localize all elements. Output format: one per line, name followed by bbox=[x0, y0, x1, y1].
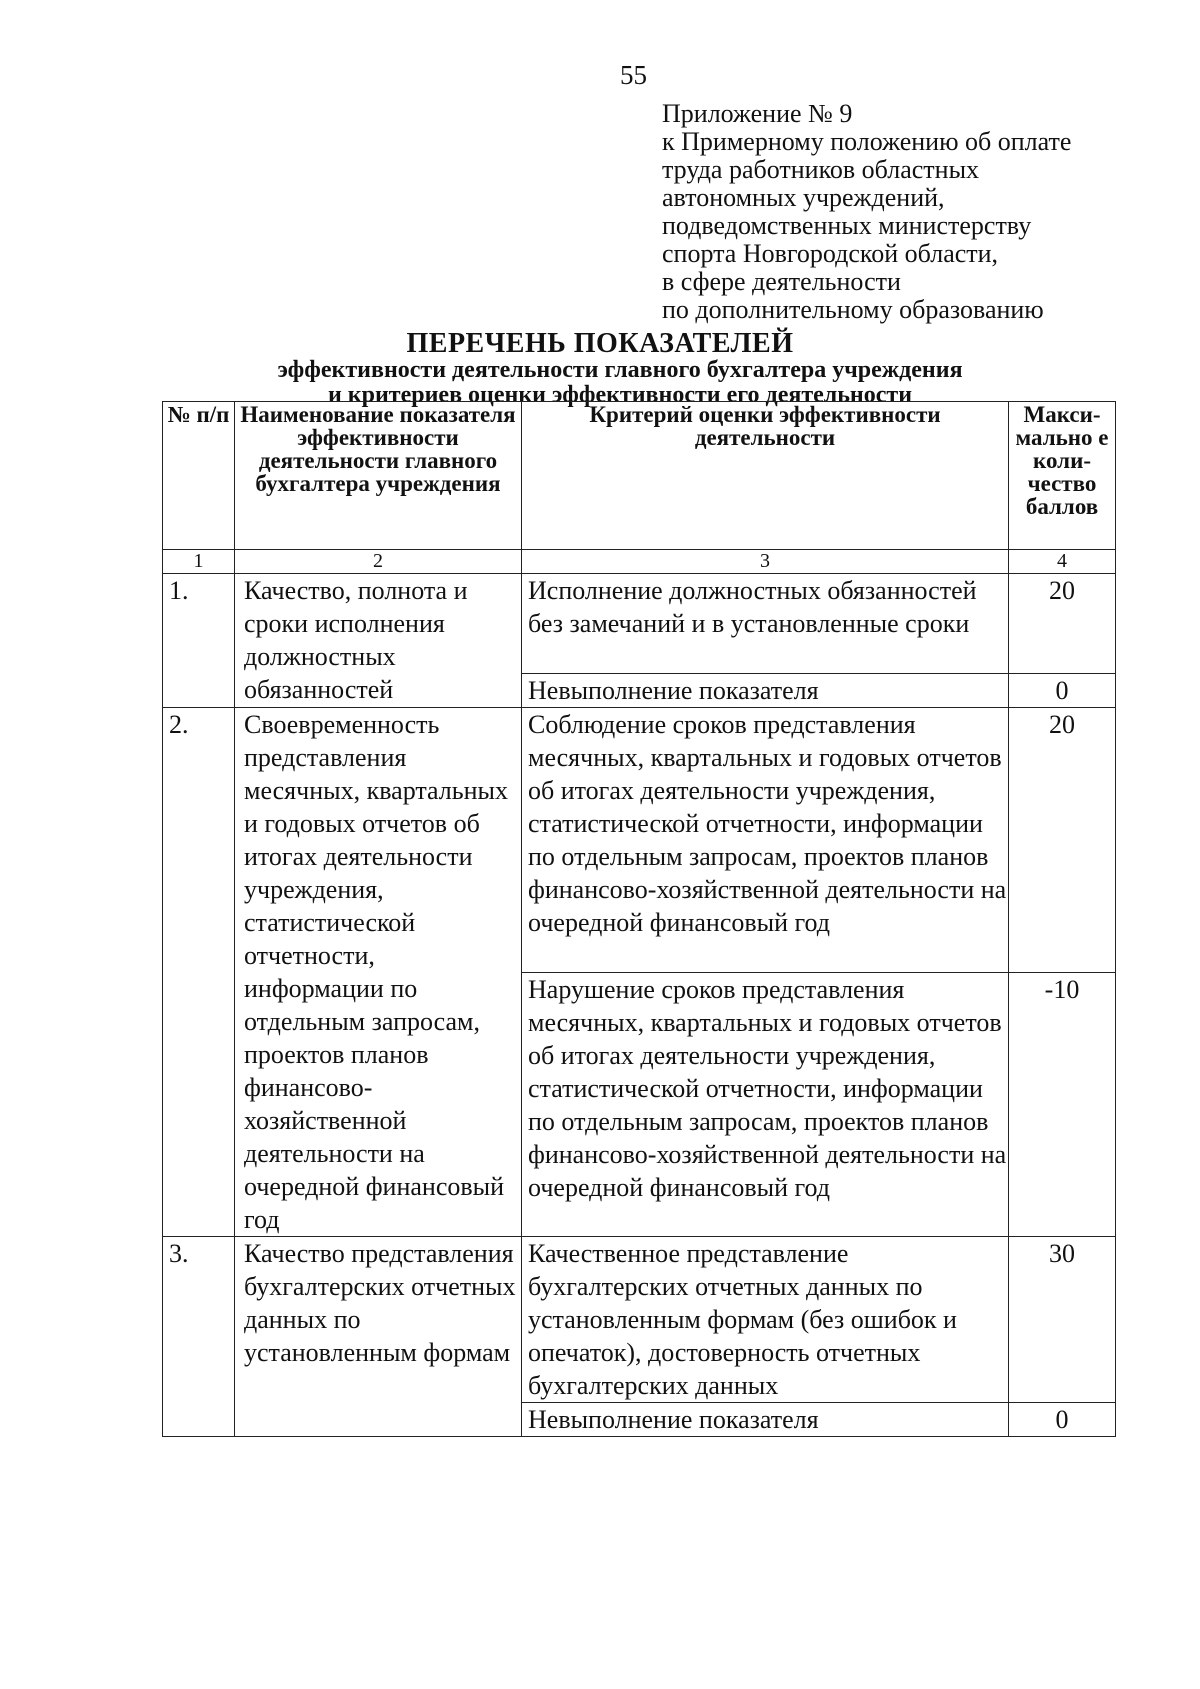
criterion-text: Исполнение должностных обязанностей без замечаний и в установленные сроки bbox=[522, 574, 1009, 674]
criterion-points: 20 bbox=[1009, 574, 1116, 674]
criterion-text: Нарушение сроков представления месячных, квартальных и годовых отчетов об итогах деятельности учреждения, статистической отчетности, информации по отдельным запросам, проектов планов финансово-хозяйственной деятельности на очередной финансовый год bbox=[522, 972, 1009, 1237]
row-number: 2. bbox=[163, 708, 235, 1237]
page-number: 55 bbox=[620, 60, 647, 90]
row-number: 3. bbox=[163, 1237, 235, 1437]
column-numbers-row bbox=[163, 550, 1116, 574]
appendix-line: спорта Новгородской области, bbox=[662, 239, 999, 268]
col-number: 4 bbox=[1009, 550, 1116, 574]
indicators-table bbox=[162, 401, 1116, 1437]
header-criteria: Критерий оценки эффективности деятельности bbox=[522, 402, 1009, 550]
appendix-line: по дополнительному образованию bbox=[662, 295, 1044, 324]
criterion-text: Соблюдение сроков представления месячных, квартальных и годовых отчетов об итогах деятельности учреждения, статистической отчетности, информации по отдельным запросам, проектов планов финансово-хозяйственной деятельности на очередной финансовый год bbox=[522, 708, 1009, 973]
indicator-name: Качество, полнота и сроки исполнения должностных обязанностей bbox=[235, 574, 522, 708]
criterion-points: 0 bbox=[1009, 674, 1116, 708]
criterion-points: 0 bbox=[1009, 1403, 1116, 1437]
appendix-line: в сфере деятельности bbox=[662, 267, 901, 296]
table-header-row bbox=[163, 402, 1116, 550]
col-number: 2 bbox=[235, 550, 522, 574]
appendix-note bbox=[662, 100, 1071, 324]
appendix-line: автономных учреждений, bbox=[662, 183, 945, 212]
header-num: № п/п bbox=[163, 402, 235, 550]
criterion-text: Невыполнение показателя bbox=[522, 1403, 1009, 1437]
title-line-3: и критериев оценки эффективности его деятельности bbox=[327, 382, 913, 408]
table-row bbox=[163, 574, 1116, 674]
header-name: Наименование показателя эффективности деятельности главного бухгалтера учреждения bbox=[235, 402, 522, 550]
criterion-text: Невыполнение показателя bbox=[522, 674, 1009, 708]
criterion-text: Качественное представление бухгалтерских отчетных данных по установленным формам (без ошибок и опечаток), достоверность отчетных бухгалтерских данных bbox=[522, 1237, 1009, 1403]
appendix-line: Приложение № 9 bbox=[662, 99, 853, 128]
criterion-points: -10 bbox=[1009, 972, 1116, 1237]
criterion-points: 20 bbox=[1009, 708, 1116, 973]
appendix-line: к Примерному положению об оплате bbox=[662, 127, 1072, 156]
document-title bbox=[0, 330, 1200, 408]
criterion-points: 30 bbox=[1009, 1237, 1116, 1403]
appendix-line: подведомственных министерству bbox=[662, 211, 1032, 240]
table-row bbox=[163, 708, 1116, 973]
appendix-line: труда работников областных bbox=[662, 155, 980, 184]
col-number: 1 bbox=[163, 550, 235, 574]
col-number: 3 bbox=[522, 550, 1009, 574]
row-number: 1. bbox=[163, 574, 235, 708]
table-row bbox=[163, 1237, 1116, 1403]
header-points: Макси-мально е коли-чество баллов bbox=[1009, 402, 1116, 550]
title-line-2: эффективности деятельности главного бухгалтера учреждения bbox=[277, 357, 963, 383]
indicator-name: Своевременность представления месячных, квартальных и годовых отчетов об итогах деятельности учреждения, статистической отчетности, информации по отдельным запросам, проектов планов финансово-хозяйственной деятельности на очередной финансовый год bbox=[235, 708, 522, 1237]
indicator-name: Качество представления бухгалтерских отчетных данных по установленным формам bbox=[235, 1237, 522, 1437]
title-main: ПЕРЕЧЕНЬ ПОКАЗАТЕЛЕЙ bbox=[406, 328, 794, 359]
